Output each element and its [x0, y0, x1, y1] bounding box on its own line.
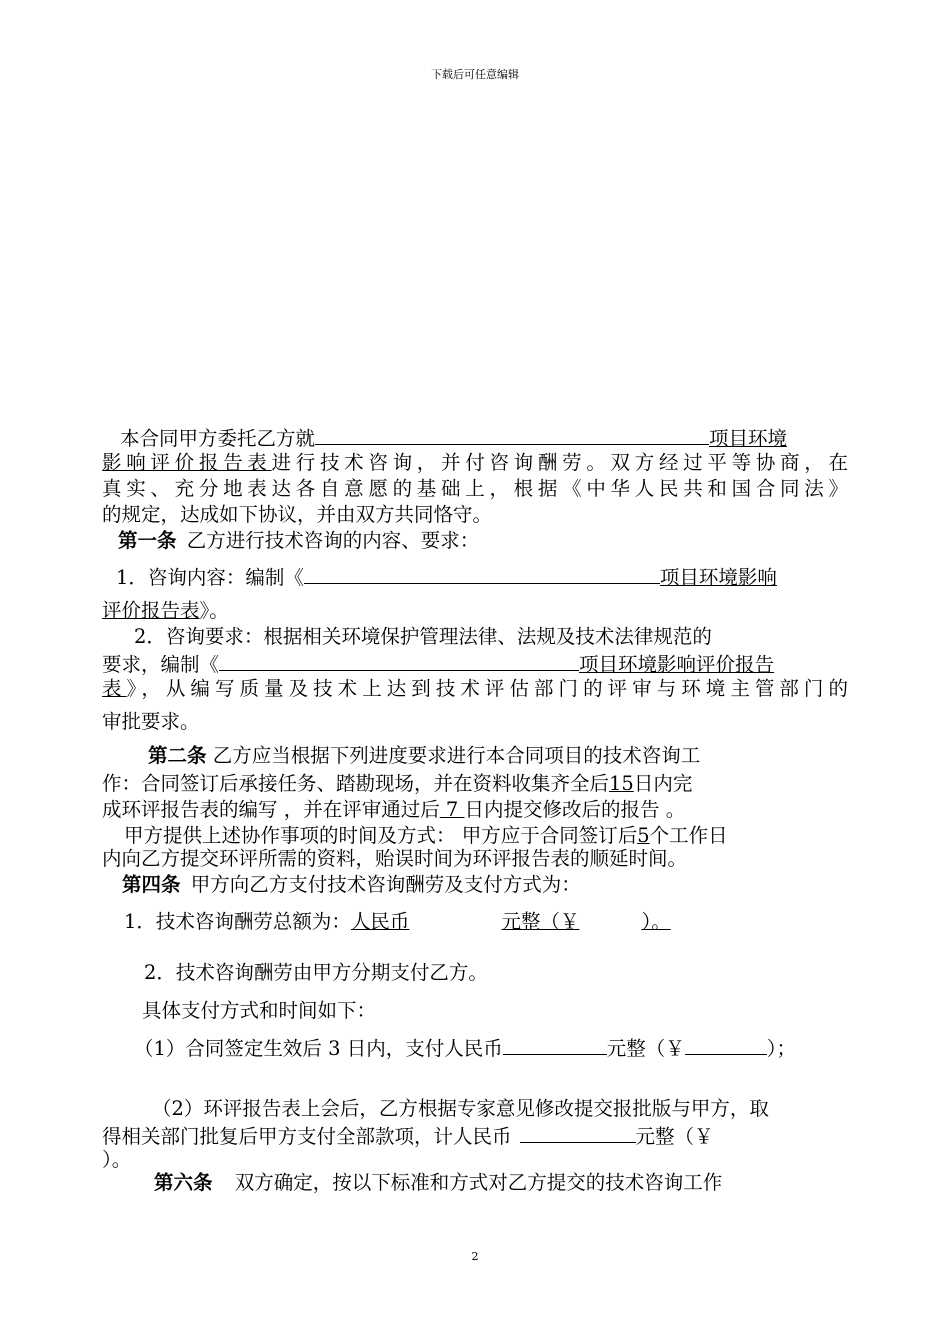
amount-blank — [520, 1122, 636, 1143]
consult-req-text: 2．咨询要求：根据相关环境保护管理法律、法规及技术法律规范的 — [134, 625, 712, 648]
article-4-heading — [102, 872, 848, 898]
article-2-line-2 — [102, 771, 848, 797]
rmb-label: 人民币 — [350, 910, 410, 933]
consult-req-suffix: 项目环境影响评价报告 — [579, 653, 775, 676]
intro-line-2 — [102, 450, 848, 476]
article-2-text: 日内完 — [633, 772, 693, 795]
consult-req-line-4: 审批要求。 — [102, 710, 200, 733]
payment-item-2-line-2 — [102, 1122, 848, 1150]
payment-item-1-end: ）； — [766, 1037, 796, 1060]
days-value-15: 15 — [609, 772, 634, 795]
article-6-title: 第六条 — [154, 1171, 213, 1194]
payment-total-amount — [351, 910, 681, 933]
page-number: 2 — [471, 1250, 479, 1263]
payment-item-1-text: （1）合同签定生效后 3 日内，支付人民币 — [134, 1037, 503, 1060]
article-4-text: 甲方向乙方支付技术咨询酬劳及支付方式为： — [190, 873, 581, 896]
consult-req-line-1 — [102, 624, 848, 650]
article-2-text: 乙方应当根据下列进度要求进行本合同项目的技术咨询工 — [212, 744, 701, 767]
article-2-text: 日内提交修改后的报告 。 — [464, 798, 686, 821]
project-name-blank — [219, 650, 579, 671]
days-value-5: 5 — [637, 824, 650, 847]
article-6-line — [102, 1170, 848, 1196]
payment-total-label: 1．技术咨询酬劳总额为： — [124, 910, 351, 933]
consult-content-line-2 — [102, 598, 848, 624]
intro-line-4: 的规定，达成如下协议，并由双方共同恪守。 — [102, 503, 493, 526]
consult-content-text: 1．咨询内容：编制《 — [116, 566, 304, 589]
consult-content-suffix: 项目环境影响 — [659, 566, 777, 589]
payment-item-2-line-1 — [102, 1096, 848, 1122]
article-1-title: 第一条 — [118, 529, 177, 552]
article-6-text: 双方确定，按以下标准和方式对乙方提交的技术咨询工作 — [234, 1171, 723, 1194]
payment-item-1 — [102, 1034, 882, 1062]
article-4-title: 第四条 — [122, 873, 181, 896]
yuan-label: 元整（￥ — [501, 910, 580, 933]
consult-content-line-1 — [102, 563, 848, 591]
payment-item-2-line-3: ）。 — [102, 1148, 132, 1171]
payment-item-2-text: （2）环评报告表上会后，乙方根据专家意见修改提交报批版与甲方，取 — [152, 1097, 769, 1120]
intro-report-type: 影响评价报告表 — [102, 451, 272, 474]
project-name-blank — [315, 424, 709, 445]
amount-blank — [685, 1034, 767, 1055]
payment-installment-line — [102, 960, 848, 986]
article-2-line-5: 内向乙方提交环评所需的资料，贻误时间为环评报告表的顺延时间。 — [102, 847, 688, 870]
amount-blank — [503, 1034, 607, 1055]
total-end: ）。 — [641, 910, 671, 933]
page-header: 下载后可任意编辑 — [431, 68, 519, 81]
consult-report-type: 评价报告表 — [102, 599, 200, 622]
intro-text: 进行技术咨询，并付咨询酬劳。双方经过平等协商，在 — [271, 451, 848, 474]
consult-req-text: 》，从编写质量及技术上达到技术评估部门的评审与环境主管部门的 — [126, 677, 848, 700]
payment-item-2-text: 得相关部门批复后甲方支付全部款项，计人民币 — [102, 1125, 512, 1148]
project-name-blank — [304, 563, 660, 584]
article-2-title: 第二条 — [148, 744, 207, 767]
intro-line-1 — [102, 424, 848, 452]
intro-line-3: 真实、充分地表达各自意愿的基础上，根据《中华人民共和国合同法》 — [102, 477, 848, 500]
yuan-label: 元整（￥ — [635, 1125, 714, 1148]
yuan-label: 元整（￥ — [606, 1037, 685, 1060]
article-2-line-1 — [102, 743, 848, 769]
consult-content-end: 》。 — [199, 599, 229, 622]
payment-method-line — [102, 998, 848, 1024]
article-1-heading — [102, 528, 848, 554]
payment-installment-text: 2．技术咨询酬劳由甲方分期支付乙方。 — [144, 961, 488, 984]
intro-project-suffix: 项目环境 — [709, 427, 788, 450]
article-2-line-3 — [102, 797, 848, 823]
payment-total-line — [102, 909, 848, 935]
consult-req-line-3 — [102, 676, 848, 702]
consult-req-text: 要求，编制《 — [102, 653, 220, 676]
article-2-text: 甲方提供上述协作事项的时间及方式： 甲方应于合同签订后 — [124, 824, 638, 847]
days-value-7: 7 — [439, 798, 465, 821]
article-1-text: 乙方进行技术咨询的内容、要求： — [186, 529, 480, 552]
article-2-text: 成环评报告表的编写 ，并在评审通过后 — [102, 798, 440, 821]
article-2-text: 个工作日 — [649, 824, 728, 847]
intro-text: 本合同甲方委托乙方就 — [120, 427, 316, 450]
consult-req-line-2 — [102, 650, 848, 678]
article-2-text: 作：合同签订后承接任务、踏勘现场，并在资料收集齐全后 — [102, 772, 610, 795]
consult-req-report: 表 — [102, 677, 127, 700]
payment-method-text: 具体支付方式和时间如下： — [142, 999, 377, 1022]
